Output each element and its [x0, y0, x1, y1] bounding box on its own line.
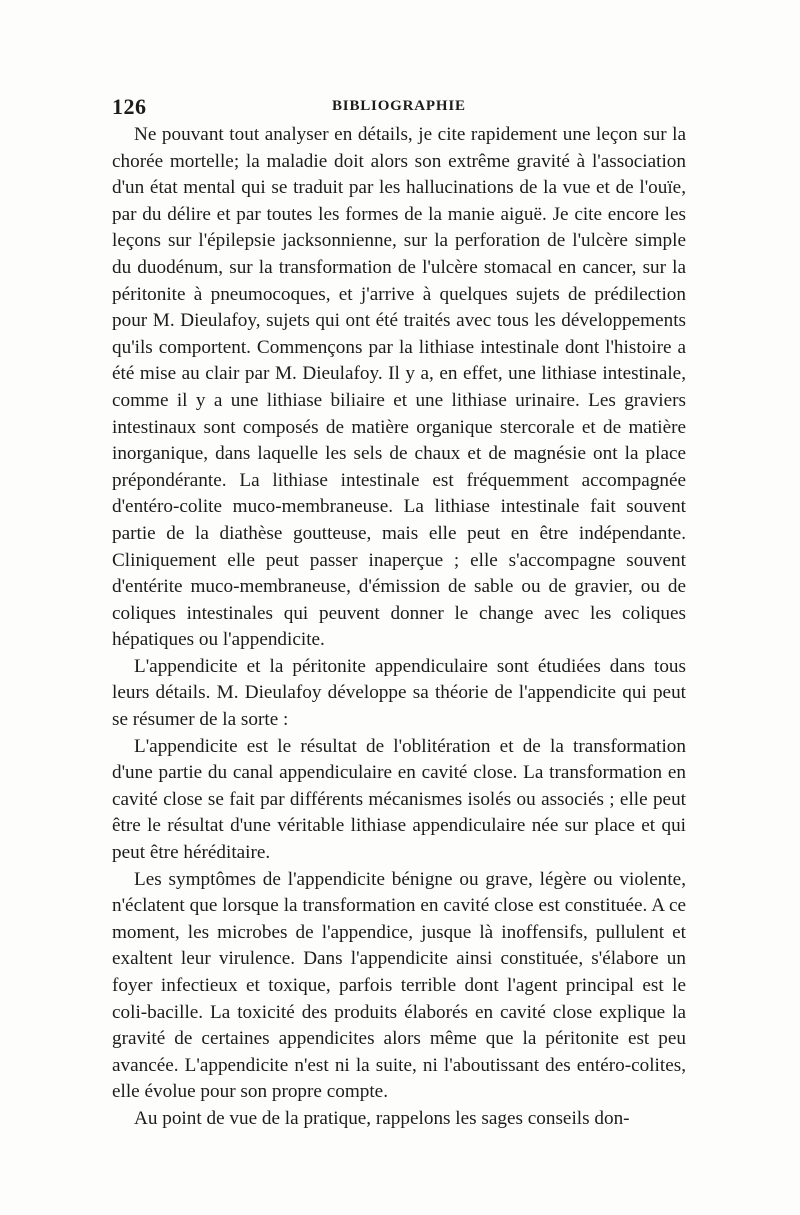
page-number: 126: [112, 94, 147, 119]
paragraph-chorea-lithiasis: Ne pouvant tout analyser en détails, je cite rapidement une leçon sur la chorée mortelle; la maladie doit alors son extrême gravité à l'association d'un état mental qui se traduit par les hallucinations de la vue et de l'ouïe, par du délire et par toutes les formes de la manie aiguë. Je cite encore les leçons sur l'épilepsie jacksonnienne, sur la perforation de l'ulcère simple du duodénum, sur la transformation de l'ulcère stomacal en cancer, sur la péritonite à pneumocoques, et j'arrive à quelques sujets de prédilection pour M. Dieulafoy, sujets qui ont été traités avec tous les développements qu'ils comportent. Commençons par la lithiase intestinale dont l'histoire a été mise au clair par M. Dieulafoy. Il y a, en effet, une lithiase intestinale, comme il y a une lithiase biliaire et une lithiase urinaire. Les graviers intestinaux sont composés de matière organique stercorale et de matière inorganique, dans laquelle les sels de chaux et de magnésie ont la place prépondérante. La lithiase intestinale est fréquemment accompagnée d'entéro-colite muco-membraneuse. La lithiase intestinale fait souvent partie de la diathèse goutteuse, mais elle peut en être indépendante. Cliniquement elle peut passer inaperçue ; elle s'accompagne souvent d'entérite muco-membraneuse, d'émission de sable ou de gravier, ou de coliques intestinales qui peuvent donner le change avec les coliques hépatiques ou l'appendicite.: [112, 124, 686, 651]
page-header: [112, 94, 692, 122]
paragraph-appendicitis-theory: L'appendicite est le résultat de l'oblitération et de la transformation d'une partie du canal appendiculaire en cavité close. La transformation en cavité close se fait par différents mécanismes isolés ou associés ; elle peut être le résultat d'une véritable lithiase appendiculaire née sur place et qui peut être héréditaire.: [112, 735, 686, 864]
paragraph-practice: Au point de vue de la pratique, rappelons les sages conseils don-: [134, 1107, 630, 1129]
body-text: [112, 122, 686, 1133]
paragraph-appendicitis-symptoms: Les symptômes de l'appendicite bénigne ou grave, légère ou violente, n'éclatent que lorsque la transformation en cavité close est constituée. A ce moment, les microbes de l'appendice, jusque là inoffensifs, pullulent et exaltent leur virulence. Dans l'appendicite ainsi constituée, s'élabore un foyer infectieux et toxique, parfois terrible dont l'agent principal est le coli-bacille. La toxicité des produits élaborés en cavité close explique la gravité de certaines appendicites alors même que la péritonite est peu avancée. L'appendicite n'est ni la suite, ni l'aboutissant des entéro-colites, elle évolue pour son propre compte.: [112, 868, 686, 1103]
paragraph-appendicitis-intro: L'appendicite et la péritonite appendiculaire sont étudiées dans tous leurs détails. M. Dieulafoy développe sa théorie de l'appendicite qui peut se résumer de la sorte :: [112, 655, 686, 731]
running-head: BIBLIOGRAPHIE: [332, 98, 466, 114]
